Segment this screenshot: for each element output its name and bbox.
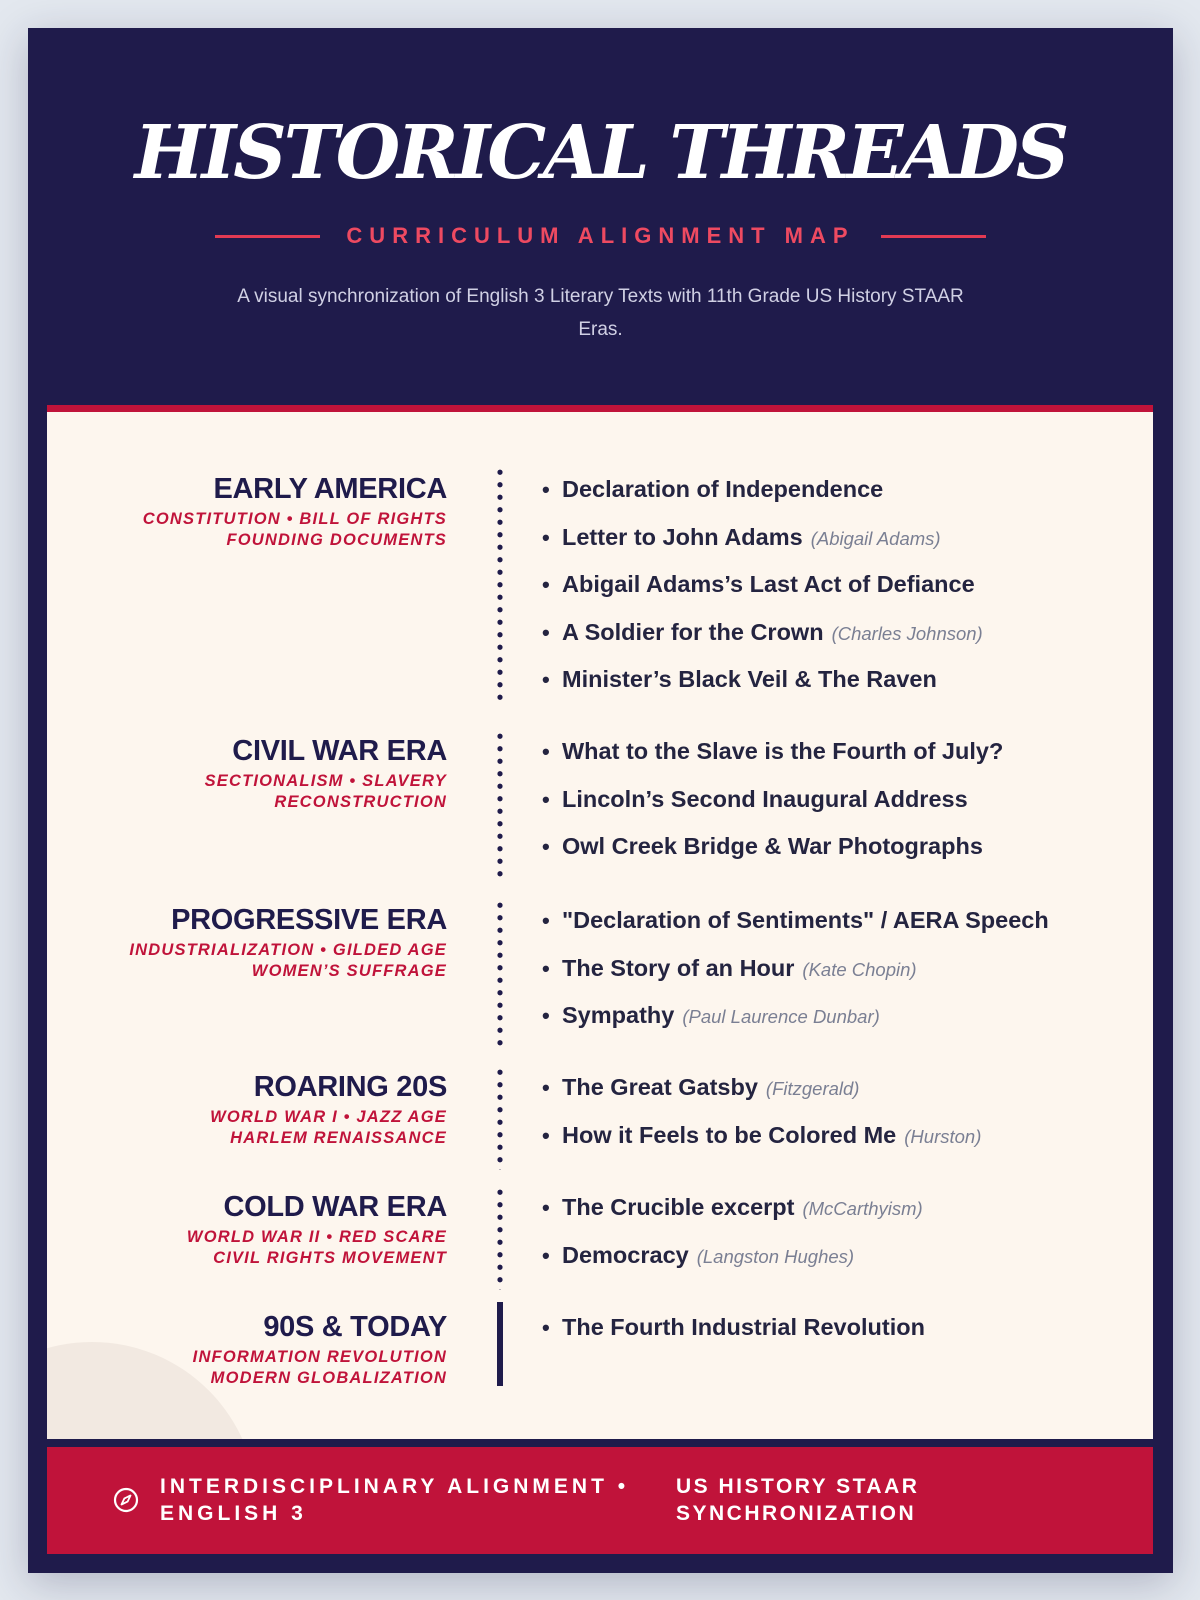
- text-author: (Charles Johnson): [831, 622, 983, 644]
- era-name: COLD WAR ERA: [223, 1191, 447, 1223]
- footer-bar: [47, 1447, 1153, 1554]
- era-tag: HARLEM RENAISSANCE: [230, 1129, 447, 1147]
- text-author: (Hurston): [904, 1125, 982, 1147]
- text-author: (Fitzgerald): [765, 1078, 860, 1099]
- text-list: [542, 1310, 1132, 1358]
- subtitle: CURRICULUM ALIGNMENT MAP: [346, 223, 855, 248]
- text-title: "Declaration of Sentiments" / AERA Speech: [562, 907, 1049, 933]
- compass-icon: [113, 1487, 139, 1513]
- page-title: HISTORICAL THREADS: [134, 110, 1067, 196]
- list-item: • What to the Slave is the Fourth of July?: [542, 738, 1004, 764]
- text-author: (Paul Laurence Dunbar): [682, 1006, 880, 1027]
- timeline-divider-dotted: [497, 1066, 503, 1170]
- era-tag: INDUSTRIALIZATION • GILDED AGE: [129, 941, 447, 959]
- text-title: Minister’s Black Veil & The Raven: [562, 666, 937, 692]
- footer-right-text: US HISTORY STAAR SYNCHRONIZATION: [676, 1475, 920, 1525]
- list-item: • Democracy (Langston Hughes): [542, 1241, 855, 1268]
- era-tag: WORLD WAR I • JAZZ AGE: [210, 1108, 447, 1126]
- text-author: (Langston Hughes): [696, 1245, 855, 1267]
- list-item: • Letter to John Adams (Abigail Adams): [542, 523, 941, 550]
- era-label: [107, 1190, 447, 1269]
- timeline-divider-dotted: [497, 899, 503, 1047]
- text-title: Letter to John Adams: [562, 523, 803, 550]
- text-title: Abigail Adams’s Last Act of Defiance: [562, 571, 975, 597]
- text-list: [542, 1070, 1132, 1165]
- text-title: Sympathy: [562, 1002, 675, 1028]
- text-list: [542, 1190, 1132, 1285]
- era-tags: [107, 1107, 447, 1149]
- text-author: (Abigail Adams): [810, 527, 941, 549]
- era-tag: INFORMATION REVOLUTION: [192, 1348, 447, 1366]
- text-title: The Crucible excerpt: [562, 1194, 795, 1220]
- intro-text: A visual synchronization of English 3 Literary Texts with 11th Grade US History STAAR Eras.: [237, 286, 964, 340]
- text-title: Democracy: [562, 1241, 689, 1268]
- text-title: The Fourth Industrial Revolution: [562, 1314, 925, 1340]
- era-tags: [107, 940, 447, 982]
- timeline-divider-dotted: [497, 1186, 503, 1290]
- text-title: Lincoln’s Second Inaugural Address: [562, 785, 968, 812]
- list-item: • Owl Creek Bridge & War Photographs: [542, 833, 983, 859]
- era-tag: CIVIL RIGHTS MOVEMENT: [213, 1249, 447, 1267]
- era-name: CIVIL WAR ERA: [232, 735, 447, 767]
- timeline-divider-dotted: [497, 466, 503, 704]
- era-label: [107, 1070, 447, 1149]
- list-item: • The Fourth Industrial Revolution: [542, 1314, 925, 1340]
- era-label: [107, 472, 447, 551]
- timeline-panel: [47, 405, 1153, 1439]
- text-title: The Great Gatsby: [562, 1074, 758, 1100]
- list-item: • The Story of an Hour (Kate Chopin): [542, 954, 917, 981]
- list-item: • Minister’s Black Veil & The Raven: [542, 666, 937, 692]
- text-title: The Story of an Hour: [562, 954, 795, 981]
- era-tags: [107, 1227, 447, 1269]
- timeline-divider-dotted: [497, 730, 503, 878]
- era-tags: [107, 509, 447, 551]
- era-tag: SECTIONALISM • SLAVERY: [204, 772, 447, 790]
- text-list: [542, 472, 1132, 710]
- text-title: What to the Slave is the Fourth of July?: [562, 738, 1004, 764]
- list-item: • Abigail Adams’s Last Act of Defiance: [542, 571, 975, 597]
- list-item: • Sympathy (Paul Laurence Dunbar): [542, 1002, 880, 1028]
- list-item: • A Soldier for the Crown (Charles Johnson): [542, 618, 983, 645]
- era-name: ROARING 20S: [253, 1071, 447, 1103]
- era-tag: MODERN GLOBALIZATION: [210, 1369, 447, 1387]
- text-title: How it Feels to be Colored Me: [562, 1121, 897, 1148]
- era-name: PROGRESSIVE ERA: [171, 904, 447, 936]
- list-item: • How it Feels to be Colored Me (Hurston): [542, 1121, 982, 1148]
- era-tags: [107, 1347, 447, 1389]
- era-tag: CONSTITUTION • BILL OF RIGHTS: [142, 510, 447, 528]
- header: [28, 28, 1173, 413]
- text-list: [542, 903, 1132, 1046]
- list-item: • Lincoln’s Second Inaugural Address: [542, 785, 968, 812]
- subtitle-row: [28, 223, 1173, 249]
- era-tag: RECONSTRUCTION: [274, 793, 447, 811]
- list-item: • The Great Gatsby (Fitzgerald): [542, 1074, 860, 1100]
- text-title: Owl Creek Bridge & War Photographs: [562, 833, 983, 859]
- text-title: A Soldier for the Crown: [562, 618, 824, 645]
- list-item: • "Declaration of Sentiments" / AERA Speech: [542, 907, 1049, 933]
- text-author: (McCarthyism): [802, 1198, 923, 1219]
- subtitle-rule-left: [215, 235, 320, 238]
- timeline-divider-solid: [497, 1302, 503, 1386]
- era-label: [107, 903, 447, 982]
- list-item: • The Crucible excerpt (McCarthyism): [542, 1194, 923, 1220]
- era-label: [107, 1310, 447, 1389]
- footer-left-text: INTERDISCIPLINARY ALIGNMENT • ENGLISH 3: [160, 1475, 630, 1525]
- text-list: [542, 734, 1132, 877]
- era-tags: [107, 771, 447, 813]
- era-tag: WORLD WAR II • RED SCARE: [186, 1228, 447, 1246]
- era-name: 90S & TODAY: [263, 1311, 447, 1343]
- era-label: [107, 734, 447, 813]
- era-tag: FOUNDING DOCUMENTS: [226, 531, 447, 549]
- era-tag: WOMEN’S SUFFRAGE: [251, 962, 447, 980]
- text-title: Declaration of Independence: [562, 476, 884, 502]
- text-author: (Kate Chopin): [802, 958, 917, 980]
- subtitle-rule-right: [881, 235, 986, 238]
- list-item: • Declaration of Independence: [542, 476, 884, 502]
- era-name: EARLY AMERICA: [213, 473, 447, 505]
